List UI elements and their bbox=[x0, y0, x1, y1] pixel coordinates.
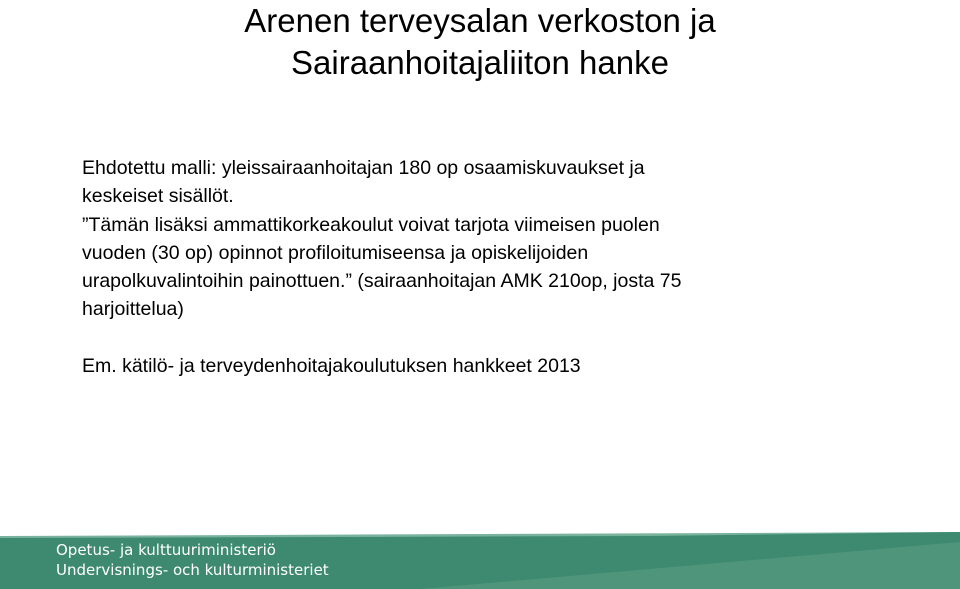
slide-title-line-2: Sairaanhoitajaliiton hanke bbox=[291, 44, 669, 81]
paragraph-projects bbox=[82, 352, 912, 380]
paragraph-line: ”Tämän lisäksi ammattikorkeakoulut voivat tarjota viimeisen puolen bbox=[82, 214, 660, 236]
paragraph-quote bbox=[82, 211, 912, 323]
paragraph-line: Ehdotettu malli: yleissairaanhoitajan 180 op osaamiskuvaukset ja bbox=[82, 157, 645, 179]
paragraph-proposed-model bbox=[82, 154, 912, 210]
ministry-footer-band bbox=[0, 532, 960, 589]
slide-title bbox=[0, 0, 960, 84]
slide-title-line-1: Arenen terveysalan verkoston ja bbox=[244, 2, 716, 39]
paragraph-line: vuoden (30 op) opinnot profiloitumiseensa ja opiskelijoiden bbox=[82, 242, 589, 264]
paragraph-line: Em. kätilö- ja terveydenhoitajakoulutuksen hankkeet 2013 bbox=[82, 355, 581, 377]
ministry-name-swedish: Undervisnings- och kulturministeriet bbox=[56, 561, 329, 579]
paragraph-line: keskeiset sisällöt. bbox=[82, 185, 234, 207]
paragraph-line: urapolkuvalintoihin painottuen.” (sairaanhoitajan AMK 210op, josta 75 bbox=[82, 270, 682, 292]
ministry-name bbox=[56, 540, 329, 580]
ministry-name-finnish: Opetus- ja kulttuuriministeriö bbox=[56, 541, 276, 559]
slide-body bbox=[82, 154, 912, 380]
paragraph-line: harjoittelua) bbox=[82, 298, 184, 320]
